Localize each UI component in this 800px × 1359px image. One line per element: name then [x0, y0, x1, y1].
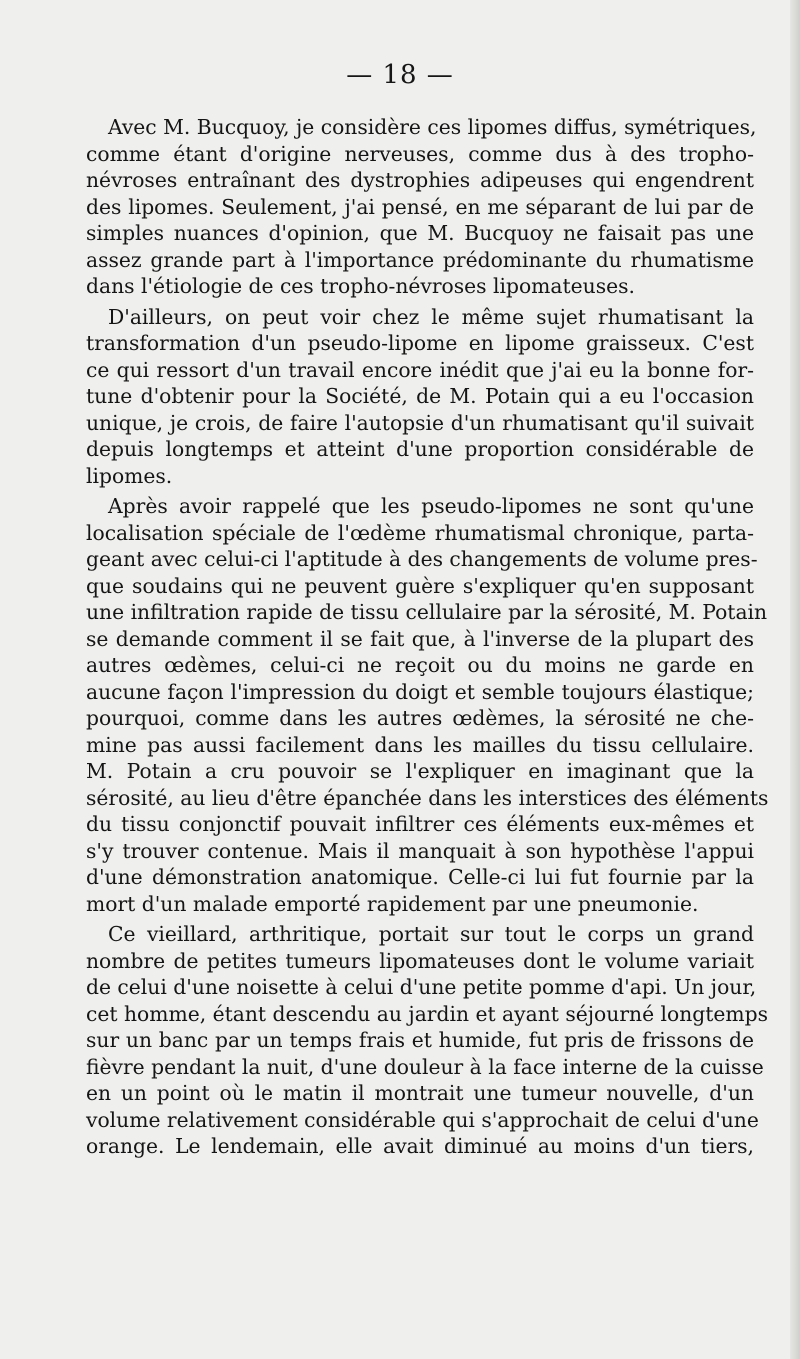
text-line: en un point où le matin il montrait une tumeur nouvelle, d'un [86, 1081, 754, 1105]
text-line: nombre de petites tumeurs lipomateuses dont le volume variait [86, 948, 754, 973]
paragraph-3 [86, 493, 769, 917]
paragraph-2 [86, 304, 754, 490]
text-line: comme étant d'origine nerveuses, comme dus à des tropho- [86, 141, 754, 166]
text-line: depuis longtemps et atteint d'une proportion considérable de [86, 437, 754, 461]
text-line: dans l'étiologie de ces tropho-névroses lipomateuses. [86, 274, 635, 298]
paragraph-1 [86, 114, 757, 300]
text-line: s'y trouver contenue. Mais il manquait à son hypothèse l'appui [86, 838, 754, 863]
text-line: Ce vieillard, arthritique, portait sur tout le corps un grand [108, 922, 754, 946]
text-line: geant avec celui-ci l'aptitude à des changements de volume pres- [86, 547, 758, 571]
text-line: que soudains qui ne peuvent guère s'expliquer qu'en supposant [86, 573, 754, 598]
text-line: du tissu conjonctif pouvait infiltrer ces éléments eux-mêmes et [86, 812, 754, 836]
text-line: une infiltration rapide de tissu cellulaire par la sérosité, M. Potain [86, 600, 768, 624]
text-line: pourquoi, comme dans les autres œdèmes, la sérosité ne che- [86, 706, 754, 730]
text-line: M. Potain a cru pouvoir se l'expliquer en imaginant que la [86, 759, 754, 783]
text-line: cet homme, étant descendu au jardin et ayant séjourné longtemps [86, 1001, 769, 1026]
text-line: transformation d'un pseudo-lipome en lipome graisseux. C'est [86, 331, 754, 355]
text-line: sérosité, au lieu d'être épanchée dans les interstices des éléments [86, 785, 769, 810]
text-line: mine pas aussi facilement dans les mailles du tissu cellulaire. [86, 732, 754, 757]
text-line: unique, je crois, de faire l'autopsie d'un rhumatisant qu'il suivait [86, 410, 754, 435]
text-line: D'ailleurs, on peut voir chez le même sujet rhumatisant la [108, 304, 754, 329]
paragraph-4 [86, 921, 769, 1160]
text-line: tune d'obtenir pour la Société, de M. Potain qui a eu l'occasion [86, 384, 754, 408]
page-edge [790, 0, 800, 1359]
text-line: des lipomes. Seulement, j'ai pensé, en me séparant de lui par de [86, 194, 754, 219]
text-line: Après avoir rappelé que les pseudo-lipomes ne sont qu'une [108, 494, 754, 518]
text-line: ce qui ressort d'un travail encore inédit que j'ai eu la bonne for- [86, 357, 754, 382]
text-line: assez grande part à l'importance prédominante du rhumatisme [86, 247, 754, 272]
text-line: de celui d'une noisette à celui d'une petite pomme d'api. Un jour, [86, 975, 757, 999]
text-line: volume relativement considérable qui s'approchait de celui d'une [86, 1107, 759, 1132]
page-number: — 18 — [346, 60, 454, 90]
text-line: fièvre pendant la nuit, d'une douleur à la face interne de la cuisse [86, 1054, 764, 1079]
text-line: aucune façon l'impression du doigt et semble toujours élastique; [86, 679, 754, 704]
text-line: d'une démonstration anatomique. Celle-ci lui fut fournie par la [86, 865, 754, 889]
text-line: Avec M. Bucquoy, je considère ces lipomes diffus, symétriques, [108, 115, 757, 139]
text-line: simples nuances d'opinion, que M. Bucquoy ne faisait pas une [86, 221, 754, 245]
text-line: sur un banc par un temps frais et humide, fut pris de frissons de [86, 1028, 754, 1052]
text-line: mort d'un malade emporté rapidement par une pneumonie. [86, 891, 699, 916]
page-text [86, 114, 769, 1164]
text-line: localisation spéciale de l'œdème rhumatismal chronique, parta- [86, 520, 754, 545]
text-line: autres œdèmes, celui-ci ne reçoit ou du moins ne garde en [86, 653, 754, 677]
text-line: lipomes. [86, 463, 173, 488]
text-line: orange. Le lendemain, elle avait diminué au moins d'un tiers, [86, 1134, 754, 1158]
text-line: névroses entraînant des dystrophies adipeuses qui engendrent [86, 168, 754, 192]
text-line: se demande comment il se fait que, à l'inverse de la plupart des [86, 626, 754, 651]
